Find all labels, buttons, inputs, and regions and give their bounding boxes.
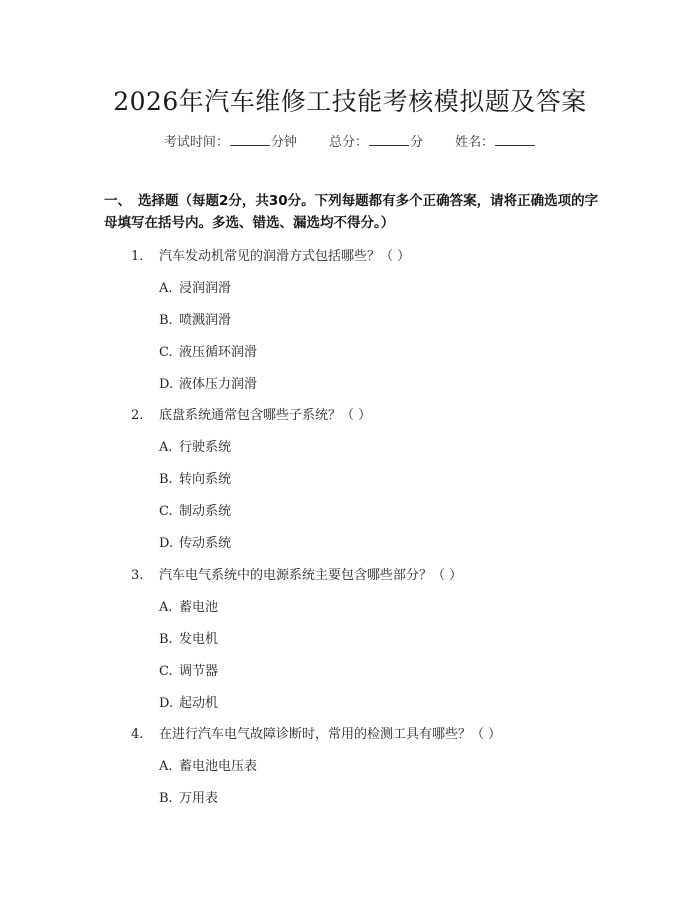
option-text: 浸润润滑 bbox=[179, 281, 232, 296]
option-letter: A. bbox=[159, 600, 173, 615]
option-2c bbox=[159, 500, 231, 519]
option-2d bbox=[159, 532, 231, 551]
option-4b bbox=[159, 787, 218, 806]
option-text: 行驶系统 bbox=[179, 440, 232, 455]
question-number: 4. bbox=[131, 727, 144, 742]
option-text: 转向系统 bbox=[179, 472, 232, 487]
option-3a bbox=[159, 596, 218, 615]
option-text: 制动系统 bbox=[179, 504, 232, 519]
option-1d bbox=[159, 373, 257, 392]
section-number: 一、 bbox=[104, 193, 131, 209]
student-name-label: 姓名： bbox=[455, 135, 495, 150]
exam-time-unit: 分钟 bbox=[270, 135, 297, 150]
question-2 bbox=[131, 404, 371, 423]
option-text: 液压循环润滑 bbox=[179, 345, 258, 360]
option-letter: C. bbox=[159, 504, 173, 519]
option-1b bbox=[159, 309, 231, 328]
option-text: 蓄电池 bbox=[179, 600, 219, 615]
section-instructions: 选择题（每题2分，共30分。下列每题都有多个正确答案，请将正确选项的字母填写在括号内。多选、错选、漏选均不得分。） bbox=[104, 193, 599, 231]
option-text: 万用表 bbox=[179, 791, 219, 806]
option-letter: A. bbox=[159, 281, 173, 296]
option-2b bbox=[159, 468, 231, 487]
option-letter: B. bbox=[159, 632, 173, 647]
option-1a bbox=[159, 277, 231, 296]
question-text: 在进行汽车电气故障诊断时，常用的检测工具有哪些？（ ） bbox=[159, 727, 502, 742]
option-letter: B. bbox=[159, 472, 173, 487]
question-4 bbox=[131, 723, 501, 742]
exam-info-line bbox=[0, 131, 700, 150]
option-text: 调节器 bbox=[179, 664, 219, 679]
option-letter: D. bbox=[159, 536, 174, 551]
question-number: 2. bbox=[131, 408, 144, 423]
option-letter: A. bbox=[159, 759, 173, 774]
question-text: 底盘系统通常包含哪些子系统？（ ） bbox=[159, 408, 372, 423]
option-text: 发电机 bbox=[179, 632, 219, 647]
option-text: 液体压力润滑 bbox=[179, 377, 258, 392]
question-number: 3. bbox=[131, 568, 144, 583]
option-letter: D. bbox=[159, 696, 174, 711]
exam-time-field bbox=[164, 131, 297, 150]
student-name-blank[interactable] bbox=[495, 133, 535, 146]
page-title: 2026年汽车维修工技能考核模拟题及答案 bbox=[113, 87, 587, 116]
option-2a bbox=[159, 436, 231, 455]
option-letter: C. bbox=[159, 664, 173, 679]
option-text: 蓄电池电压表 bbox=[179, 759, 258, 774]
question-1 bbox=[131, 245, 410, 264]
option-letter: D. bbox=[159, 377, 174, 392]
option-3d bbox=[159, 692, 218, 711]
option-1c bbox=[159, 341, 257, 360]
option-text: 起动机 bbox=[179, 696, 219, 711]
option-3b bbox=[159, 628, 218, 647]
option-letter: B. bbox=[159, 313, 173, 328]
total-score-unit: 分 bbox=[410, 135, 424, 150]
question-number: 1. bbox=[131, 249, 144, 264]
total-score-field bbox=[329, 131, 423, 150]
option-letter: C. bbox=[159, 345, 173, 360]
student-name-field bbox=[455, 131, 536, 150]
option-text: 喷溅润滑 bbox=[179, 313, 232, 328]
question-text: 汽车电气系统中的电源系统主要包含哪些部分？（ ） bbox=[159, 568, 463, 583]
option-letter: A. bbox=[159, 440, 173, 455]
exam-time-blank[interactable] bbox=[230, 133, 270, 146]
option-3c bbox=[159, 660, 218, 679]
question-text: 汽车发动机常见的润滑方式包括哪些？（ ） bbox=[159, 249, 411, 264]
section-heading bbox=[104, 190, 604, 234]
exam-time-label: 考试时间： bbox=[163, 135, 229, 150]
option-letter: B. bbox=[159, 791, 173, 806]
question-3 bbox=[131, 564, 462, 583]
total-score-label: 总分： bbox=[328, 135, 368, 150]
option-4a bbox=[159, 755, 257, 774]
option-text: 传动系统 bbox=[179, 536, 232, 551]
total-score-blank[interactable] bbox=[369, 133, 409, 146]
